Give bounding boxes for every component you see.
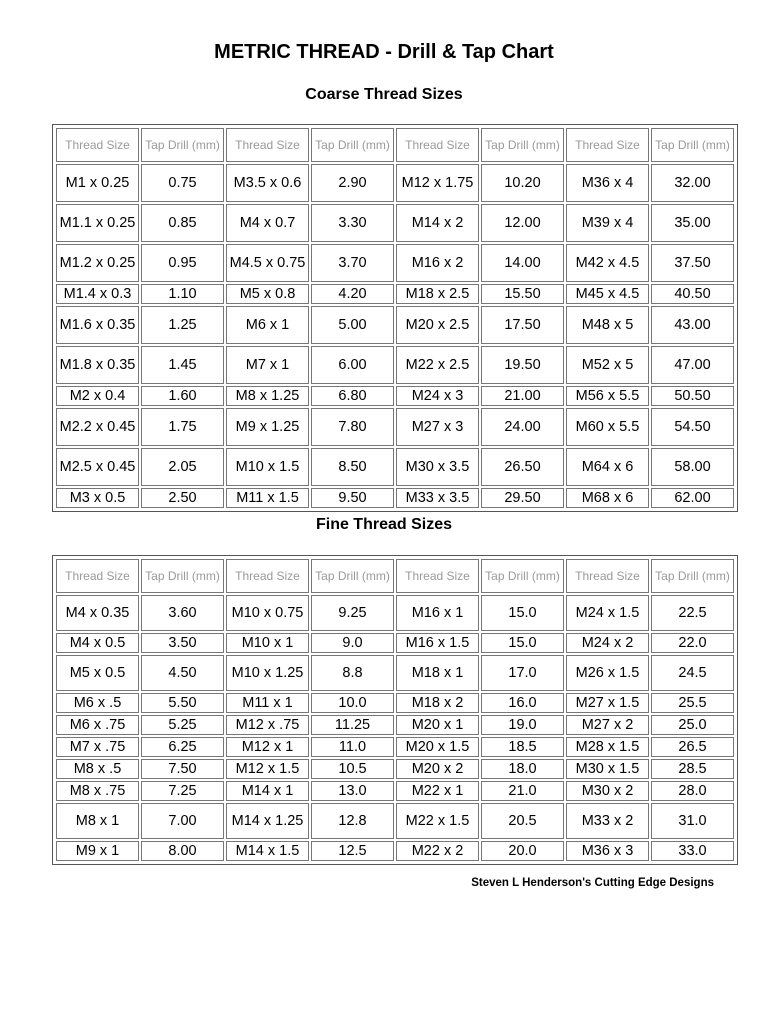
tap-drill-cell: 15.0	[481, 595, 564, 631]
tap-drill-cell: 18.0	[481, 759, 564, 779]
thread-size-cell: M14 x 1.25	[226, 803, 309, 839]
table-header-row	[56, 128, 734, 162]
fine-section-title: Fine Thread Sizes	[315, 516, 453, 533]
tap-drill-cell: 40.50	[651, 284, 734, 304]
thread-size-cell: M22 x 1	[396, 781, 479, 801]
thread-size-cell: M24 x 2	[566, 633, 649, 653]
tap-drill-cell: 37.50	[651, 244, 734, 282]
header-thread-size: Thread Size	[226, 559, 309, 593]
thread-size-cell: M30 x 1.5	[566, 759, 649, 779]
tap-drill-cell: 54.50	[651, 408, 734, 446]
tap-drill-cell: 29.50	[481, 488, 564, 508]
tap-drill-cell: 32.00	[651, 164, 734, 202]
tap-drill-cell: 13.0	[311, 781, 394, 801]
thread-size-cell: M12 x 1	[226, 737, 309, 757]
tap-drill-cell: 4.50	[141, 655, 224, 691]
thread-size-cell: M52 x 5	[566, 346, 649, 384]
thread-size-cell: M3.5 x 0.6	[226, 164, 309, 202]
tap-drill-cell: 22.0	[651, 633, 734, 653]
tap-drill-cell: 0.95	[141, 244, 224, 282]
thread-size-cell: M20 x 2.5	[396, 306, 479, 344]
header-tap-drill: Tap Drill (mm)	[141, 559, 224, 593]
thread-size-cell: M7 x .75	[56, 737, 139, 757]
thread-size-cell: M24 x 1.5	[566, 595, 649, 631]
tap-drill-cell: 8.8	[311, 655, 394, 691]
tap-drill-cell: 17.0	[481, 655, 564, 691]
thread-size-cell: M56 x 5.5	[566, 386, 649, 406]
thread-size-cell: M8 x .75	[56, 781, 139, 801]
thread-size-cell: M27 x 3	[396, 408, 479, 446]
tap-drill-cell: 12.8	[311, 803, 394, 839]
table-row	[56, 781, 734, 801]
thread-size-cell: M27 x 2	[566, 715, 649, 735]
tap-drill-cell: 11.25	[311, 715, 394, 735]
tap-drill-cell: 3.30	[311, 204, 394, 242]
thread-size-cell: M2.2 x 0.45	[56, 408, 139, 446]
tap-drill-cell: 1.75	[141, 408, 224, 446]
thread-size-cell: M3 x 0.5	[56, 488, 139, 508]
tap-drill-cell: 21.00	[481, 386, 564, 406]
tap-drill-cell: 62.00	[651, 488, 734, 508]
thread-size-cell: M18 x 2.5	[396, 284, 479, 304]
header-tap-drill: Tap Drill (mm)	[481, 128, 564, 162]
thread-size-cell: M33 x 2	[566, 803, 649, 839]
tap-drill-cell: 0.85	[141, 204, 224, 242]
table-row	[56, 244, 734, 282]
table-row	[56, 841, 734, 861]
tap-drill-cell: 3.60	[141, 595, 224, 631]
tap-drill-cell: 21.0	[481, 781, 564, 801]
tap-drill-cell: 7.50	[141, 759, 224, 779]
tap-drill-cell: 1.10	[141, 284, 224, 304]
table-row	[56, 715, 734, 735]
thread-size-cell: M1.6 x 0.35	[56, 306, 139, 344]
thread-size-cell: M22 x 1.5	[396, 803, 479, 839]
header-tap-drill: Tap Drill (mm)	[651, 128, 734, 162]
tap-drill-cell: 14.00	[481, 244, 564, 282]
tap-drill-cell: 2.05	[141, 448, 224, 486]
tap-drill-cell: 9.50	[311, 488, 394, 508]
tap-drill-cell: 10.20	[481, 164, 564, 202]
thread-size-cell: M68 x 6	[566, 488, 649, 508]
tap-drill-cell: 15.0	[481, 633, 564, 653]
tap-drill-cell: 17.50	[481, 306, 564, 344]
tap-drill-cell: 26.5	[651, 737, 734, 757]
table-row	[56, 346, 734, 384]
thread-size-cell: M20 x 1.5	[396, 737, 479, 757]
tap-drill-cell: 50.50	[651, 386, 734, 406]
thread-size-cell: M28 x 1.5	[566, 737, 649, 757]
thread-size-cell: M2 x 0.4	[56, 386, 139, 406]
thread-size-cell: M8 x 1.25	[226, 386, 309, 406]
tap-drill-cell: 11.0	[311, 737, 394, 757]
thread-size-cell: M14 x 1.5	[226, 841, 309, 861]
tap-drill-cell: 24.5	[651, 655, 734, 691]
thread-size-cell: M9 x 1.25	[226, 408, 309, 446]
tap-drill-cell: 20.0	[481, 841, 564, 861]
tap-drill-cell: 20.5	[481, 803, 564, 839]
tap-drill-cell: 7.25	[141, 781, 224, 801]
thread-size-cell: M16 x 1.5	[396, 633, 479, 653]
tap-drill-cell: 35.00	[651, 204, 734, 242]
tap-drill-cell: 6.25	[141, 737, 224, 757]
thread-size-cell: M8 x .5	[56, 759, 139, 779]
thread-size-cell: M2.5 x 0.45	[56, 448, 139, 486]
table-row	[56, 386, 734, 406]
tap-drill-cell: 2.90	[311, 164, 394, 202]
tap-drill-cell: 58.00	[651, 448, 734, 486]
tap-drill-cell: 24.00	[481, 408, 564, 446]
tap-drill-cell: 19.50	[481, 346, 564, 384]
header-tap-drill: Tap Drill (mm)	[651, 559, 734, 593]
table-row	[56, 164, 734, 202]
thread-size-cell: M26 x 1.5	[566, 655, 649, 691]
thread-size-cell: M10 x 1	[226, 633, 309, 653]
tap-drill-cell: 12.5	[311, 841, 394, 861]
table-row	[56, 448, 734, 486]
table-row	[56, 284, 734, 304]
thread-size-cell: M16 x 2	[396, 244, 479, 282]
thread-size-cell: M18 x 2	[396, 693, 479, 713]
thread-size-cell: M24 x 3	[396, 386, 479, 406]
tap-drill-cell: 7.00	[141, 803, 224, 839]
credit-text: Steven L Henderson's Cutting Edge Designs	[471, 877, 714, 889]
tap-drill-cell: 28.0	[651, 781, 734, 801]
tap-drill-cell: 5.50	[141, 693, 224, 713]
thread-size-cell: M18 x 1	[396, 655, 479, 691]
thread-size-cell: M14 x 1	[226, 781, 309, 801]
table-row	[56, 204, 734, 242]
header-tap-drill: Tap Drill (mm)	[481, 559, 564, 593]
thread-size-cell: M22 x 2	[396, 841, 479, 861]
tap-drill-cell: 6.00	[311, 346, 394, 384]
header-thread-size: Thread Size	[396, 559, 479, 593]
thread-size-cell: M7 x 1	[226, 346, 309, 384]
thread-size-cell: M36 x 3	[566, 841, 649, 861]
tap-drill-cell: 15.50	[481, 284, 564, 304]
coarse-section-title: Coarse Thread Sizes	[305, 86, 463, 103]
tap-drill-cell: 47.00	[651, 346, 734, 384]
tap-drill-cell: 2.50	[141, 488, 224, 508]
tap-drill-cell: 25.0	[651, 715, 734, 735]
thread-size-cell: M4 x 0.5	[56, 633, 139, 653]
thread-size-cell: M11 x 1	[226, 693, 309, 713]
thread-size-cell: M14 x 2	[396, 204, 479, 242]
thread-size-cell: M27 x 1.5	[566, 693, 649, 713]
thread-size-cell: M36 x 4	[566, 164, 649, 202]
tap-drill-cell: 1.45	[141, 346, 224, 384]
thread-size-cell: M5 x 0.5	[56, 655, 139, 691]
tap-drill-cell: 4.20	[311, 284, 394, 304]
tap-drill-cell: 9.0	[311, 633, 394, 653]
tap-drill-cell: 26.50	[481, 448, 564, 486]
thread-size-cell: M5 x 0.8	[226, 284, 309, 304]
header-thread-size: Thread Size	[56, 559, 139, 593]
thread-size-cell: M39 x 4	[566, 204, 649, 242]
tap-drill-cell: 22.5	[651, 595, 734, 631]
thread-size-cell: M1.4 x 0.3	[56, 284, 139, 304]
thread-size-cell: M60 x 5.5	[566, 408, 649, 446]
header-thread-size: Thread Size	[396, 128, 479, 162]
table-header-row	[56, 559, 734, 593]
thread-size-cell: M12 x 1.5	[226, 759, 309, 779]
thread-size-cell: M12 x 1.75	[396, 164, 479, 202]
tap-drill-cell: 5.25	[141, 715, 224, 735]
fine-thread-table	[52, 555, 738, 865]
tap-drill-cell: 7.80	[311, 408, 394, 446]
header-tap-drill: Tap Drill (mm)	[311, 559, 394, 593]
thread-size-cell: M20 x 2	[396, 759, 479, 779]
table-row	[56, 306, 734, 344]
thread-size-cell: M8 x 1	[56, 803, 139, 839]
thread-size-cell: M48 x 5	[566, 306, 649, 344]
thread-size-cell: M4.5 x 0.75	[226, 244, 309, 282]
tap-drill-cell: 9.25	[311, 595, 394, 631]
page-title: METRIC THREAD - Drill & Tap Chart	[214, 41, 554, 63]
tap-drill-cell: 16.0	[481, 693, 564, 713]
thread-size-cell: M12 x .75	[226, 715, 309, 735]
table-row	[56, 408, 734, 446]
table-row	[56, 693, 734, 713]
tap-drill-cell: 10.5	[311, 759, 394, 779]
tap-drill-cell: 10.0	[311, 693, 394, 713]
thread-size-cell: M30 x 2	[566, 781, 649, 801]
tap-drill-cell: 0.75	[141, 164, 224, 202]
thread-size-cell: M6 x .75	[56, 715, 139, 735]
table-row	[56, 488, 734, 508]
header-tap-drill: Tap Drill (mm)	[311, 128, 394, 162]
header-tap-drill: Tap Drill (mm)	[141, 128, 224, 162]
thread-size-cell: M4 x 0.7	[226, 204, 309, 242]
tap-drill-cell: 25.5	[651, 693, 734, 713]
thread-size-cell: M6 x .5	[56, 693, 139, 713]
thread-size-cell: M10 x 0.75	[226, 595, 309, 631]
table-row	[56, 803, 734, 839]
thread-size-cell: M4 x 0.35	[56, 595, 139, 631]
tap-drill-cell: 43.00	[651, 306, 734, 344]
thread-size-cell: M1.1 x 0.25	[56, 204, 139, 242]
tap-drill-cell: 1.25	[141, 306, 224, 344]
thread-size-cell: M10 x 1.25	[226, 655, 309, 691]
tap-drill-cell: 6.80	[311, 386, 394, 406]
header-thread-size: Thread Size	[566, 559, 649, 593]
tap-drill-cell: 5.00	[311, 306, 394, 344]
header-thread-size: Thread Size	[226, 128, 309, 162]
table-row	[56, 759, 734, 779]
tap-drill-cell: 31.0	[651, 803, 734, 839]
tap-drill-cell: 19.0	[481, 715, 564, 735]
tap-drill-cell: 1.60	[141, 386, 224, 406]
thread-size-cell: M22 x 2.5	[396, 346, 479, 384]
tap-drill-cell: 12.00	[481, 204, 564, 242]
thread-size-cell: M30 x 3.5	[396, 448, 479, 486]
thread-size-cell: M10 x 1.5	[226, 448, 309, 486]
table-row	[56, 737, 734, 757]
thread-size-cell: M1.2 x 0.25	[56, 244, 139, 282]
header-thread-size: Thread Size	[56, 128, 139, 162]
thread-size-cell: M20 x 1	[396, 715, 479, 735]
tap-drill-cell: 8.50	[311, 448, 394, 486]
tap-drill-cell: 3.50	[141, 633, 224, 653]
thread-size-cell: M1.8 x 0.35	[56, 346, 139, 384]
thread-size-cell: M33 x 3.5	[396, 488, 479, 508]
thread-size-cell: M64 x 6	[566, 448, 649, 486]
thread-size-cell: M16 x 1	[396, 595, 479, 631]
thread-size-cell: M11 x 1.5	[226, 488, 309, 508]
header-thread-size: Thread Size	[566, 128, 649, 162]
thread-size-cell: M9 x 1	[56, 841, 139, 861]
table-row	[56, 655, 734, 691]
tap-drill-cell: 28.5	[651, 759, 734, 779]
tap-drill-cell: 33.0	[651, 841, 734, 861]
tap-drill-cell: 8.00	[141, 841, 224, 861]
thread-size-cell: M6 x 1	[226, 306, 309, 344]
thread-size-cell: M1 x 0.25	[56, 164, 139, 202]
tap-drill-cell: 3.70	[311, 244, 394, 282]
coarse-thread-table	[52, 124, 738, 512]
thread-size-cell: M42 x 4.5	[566, 244, 649, 282]
tap-drill-cell: 18.5	[481, 737, 564, 757]
table-row	[56, 595, 734, 631]
thread-size-cell: M45 x 4.5	[566, 284, 649, 304]
table-row	[56, 633, 734, 653]
